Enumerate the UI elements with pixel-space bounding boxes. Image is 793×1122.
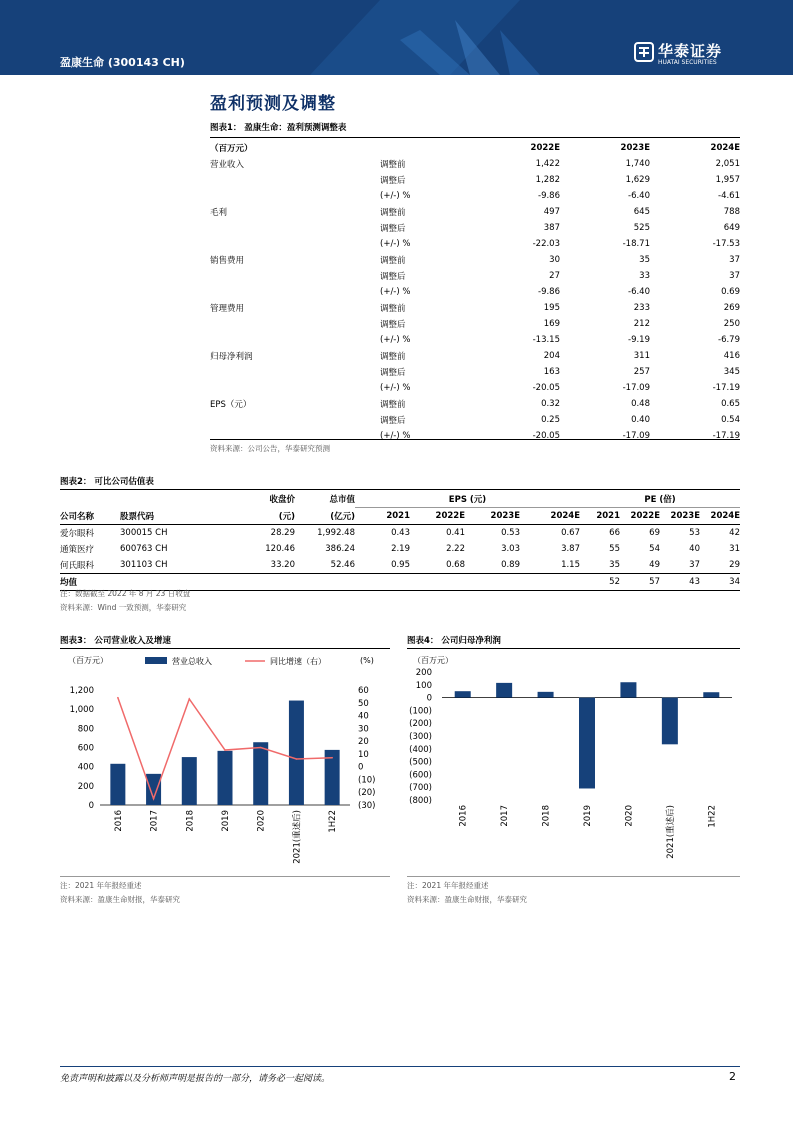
y2-axis-label: (%) xyxy=(360,656,374,665)
net-profit-bar xyxy=(455,691,471,697)
eps-value: 0.89 xyxy=(501,560,520,570)
company-name: 爱尔眼科 xyxy=(60,529,95,539)
y-tick-label: 100 xyxy=(415,680,432,691)
figure2-note: 注：数据截至 2022 年 8 月 23 日收盘 xyxy=(60,589,191,598)
pe-value: 42 xyxy=(729,528,740,538)
item-name xyxy=(210,172,380,188)
table-row xyxy=(210,252,740,268)
value-cell: 345 xyxy=(723,367,740,377)
empty-cell xyxy=(520,574,580,591)
value-cell: 1,740 xyxy=(625,159,650,169)
eps-value: 0.67 xyxy=(561,528,580,538)
figure4-bottom-rule xyxy=(407,876,740,877)
revenue-bar xyxy=(110,764,125,805)
average-pe: 57 xyxy=(649,577,660,587)
net-profit-bar xyxy=(579,698,595,789)
eps-value: 3.03 xyxy=(501,544,520,554)
value-cell: -6.40 xyxy=(628,191,650,201)
figure3-title: 图表3： 公司营业收入及增速 xyxy=(60,636,171,646)
empty-cell xyxy=(410,574,465,591)
eps-value: 0.41 xyxy=(446,528,465,538)
value-cell: 250 xyxy=(723,319,740,329)
year-header: 2022E xyxy=(530,143,560,153)
revenue-growth-chart xyxy=(60,650,390,875)
x-tick-label: 2021(重述后) xyxy=(665,805,676,859)
figure4-note: 注：2021 年年报经重述 xyxy=(407,881,489,890)
y-tick-label: (100) xyxy=(409,706,432,717)
value-cell: -17.09 xyxy=(622,431,650,441)
adjust-label: (+/-) % xyxy=(380,431,411,441)
item-name xyxy=(210,188,380,204)
table-row xyxy=(210,284,740,300)
item-name xyxy=(210,428,380,444)
empty-cell xyxy=(295,574,355,591)
item-name xyxy=(210,332,380,348)
table-row xyxy=(210,236,740,252)
x-tick-label: 2017 xyxy=(149,810,160,832)
value-cell: 163 xyxy=(543,367,560,377)
pe-value: 54 xyxy=(649,544,660,554)
value-cell: 30 xyxy=(549,255,560,265)
header-banner xyxy=(0,0,793,75)
value-cell: 0.54 xyxy=(721,415,740,425)
x-tick-label: 2019 xyxy=(583,805,593,827)
value-cell: -17.19 xyxy=(712,431,740,441)
x-tick-label: 2020 xyxy=(624,805,635,827)
value-cell: 0.65 xyxy=(721,399,740,409)
y2-tick-label: 0 xyxy=(358,762,364,773)
legend-swatch-revenue xyxy=(145,657,167,664)
y-tick-label: (300) xyxy=(409,732,432,742)
y-tick-label: 800 xyxy=(77,724,94,735)
adjust-label: (+/-) % xyxy=(380,191,411,201)
pe-value: 35 xyxy=(609,560,620,570)
adjust-label: 调整后 xyxy=(380,320,406,330)
eps-value: 0.68 xyxy=(446,560,465,570)
value-cell: 1,957 xyxy=(715,175,740,185)
close-price-header: 收盘价 xyxy=(269,495,295,506)
revenue-bar xyxy=(253,742,268,805)
value-cell: -9.86 xyxy=(538,287,560,297)
eps-value: 0.95 xyxy=(391,560,410,570)
y2-tick-label: 50 xyxy=(358,698,369,709)
eps-header: EPS (元) xyxy=(355,491,580,508)
adjust-label: 调整前 xyxy=(380,352,406,362)
value-cell: 269 xyxy=(723,303,740,313)
value-cell: 1,422 xyxy=(535,159,560,169)
eps-year: 2023E xyxy=(490,511,520,521)
x-tick-label: 2018 xyxy=(541,805,552,827)
table-row xyxy=(210,364,740,380)
legend-label-revenue: 营业总收入 xyxy=(172,657,212,666)
value-cell: 0.40 xyxy=(631,415,650,425)
y2-tick-label: 60 xyxy=(358,686,369,696)
market-cap: 52.46 xyxy=(330,560,355,570)
item-name xyxy=(210,316,380,332)
y-tick-label: (200) xyxy=(409,719,432,730)
value-cell: 387 xyxy=(543,223,560,233)
empty-cell xyxy=(200,574,295,591)
figure3-note: 注：2021 年年报经重述 xyxy=(60,881,142,890)
growth-point xyxy=(331,757,333,759)
close-price: 33.20 xyxy=(270,560,295,570)
item-name xyxy=(210,220,380,236)
table-row xyxy=(210,220,740,236)
table-row xyxy=(210,300,740,316)
item-name: EPS（元） xyxy=(210,400,252,410)
item-name xyxy=(210,284,380,300)
eps-value: 2.19 xyxy=(391,544,410,554)
footer-rule xyxy=(60,1066,740,1067)
revenue-bar xyxy=(218,751,233,805)
pe-value: 31 xyxy=(729,544,740,554)
revenue-bar xyxy=(289,701,304,805)
y2-tick-label: (20) xyxy=(358,788,376,799)
x-tick-label: 2017 xyxy=(500,805,511,827)
revenue-bar xyxy=(182,757,197,805)
value-cell: -9.86 xyxy=(538,191,560,201)
figure3-source: 资料来源：盈康生命财报，华泰研究 xyxy=(60,895,180,904)
item-name: 销售费用 xyxy=(210,256,245,266)
growth-point xyxy=(117,697,119,699)
value-cell: -17.19 xyxy=(712,383,740,393)
y-tick-label: (600) xyxy=(409,770,432,781)
y-tick-label: 1,000 xyxy=(69,705,94,716)
adjust-label: 调整后 xyxy=(380,224,406,234)
adjust-label: 调整前 xyxy=(380,160,406,170)
pe-value: 69 xyxy=(649,528,660,538)
eps-value: 3.87 xyxy=(561,544,580,554)
pe-value: 55 xyxy=(609,544,620,554)
pe-value: 37 xyxy=(689,560,700,570)
y-tick-label: 1,200 xyxy=(69,686,94,696)
value-cell: 0.25 xyxy=(541,415,560,425)
table-header-row xyxy=(210,140,740,156)
eps-year: 2021 xyxy=(386,511,410,521)
pe-value: 66 xyxy=(609,528,620,538)
y-tick-label: 0 xyxy=(88,801,94,811)
net-profit-chart xyxy=(407,650,740,875)
pe-value: 29 xyxy=(729,560,740,570)
adjust-label: 调整前 xyxy=(380,256,406,266)
y-axis-label: （百万元） xyxy=(68,656,108,665)
average-pe: 34 xyxy=(729,577,740,587)
y-axis-label: （百万元） xyxy=(413,656,453,665)
adjust-label: 调整后 xyxy=(380,416,406,426)
x-tick-label: 2016 xyxy=(458,805,469,827)
adjust-label: 调整后 xyxy=(380,176,406,186)
y-tick-label: (800) xyxy=(409,796,432,806)
adjust-label: 调整后 xyxy=(380,272,406,282)
eps-value: 2.22 xyxy=(446,544,465,554)
year-header: 2024E xyxy=(710,143,740,153)
y-tick-label: 200 xyxy=(415,668,432,678)
y2-tick-label: (10) xyxy=(358,775,376,786)
company-name: 通策医疗 xyxy=(60,545,95,555)
pe-value: 53 xyxy=(689,528,700,538)
pe-value: 49 xyxy=(649,560,660,570)
value-cell: 497 xyxy=(543,207,560,217)
empty-cell xyxy=(465,574,520,591)
table-row xyxy=(210,396,740,412)
adjust-label: 调整前 xyxy=(380,304,406,314)
value-cell: 233 xyxy=(633,303,650,313)
growth-point xyxy=(224,749,226,751)
figure1-source: 资料来源：公司公告，华泰研究预测 xyxy=(210,444,330,453)
adjust-label: (+/-) % xyxy=(380,383,411,393)
eps-value: 0.53 xyxy=(501,528,520,538)
pe-year: 2022E xyxy=(630,511,660,521)
unit-label: （百万元） xyxy=(210,144,253,154)
stock-code: 600763 CH xyxy=(120,544,168,554)
value-cell: -20.05 xyxy=(532,383,560,393)
eps-value: 1.15 xyxy=(561,560,580,570)
growth-point xyxy=(188,698,190,700)
figure4-title: 图表4： 公司归母净利润 xyxy=(407,636,501,646)
adjust-label: 调整后 xyxy=(380,368,406,378)
stock-code: 300015 CH xyxy=(120,528,168,538)
net-profit-bar xyxy=(538,692,554,698)
item-name xyxy=(210,364,380,380)
table-row xyxy=(210,172,740,188)
net-profit-bar xyxy=(620,682,636,697)
company-name-header: 公司名称 xyxy=(60,511,95,522)
figure2-source: 资料来源：Wind 一致预测，华泰研究 xyxy=(60,603,187,612)
logo-mark-icon xyxy=(634,42,654,62)
value-cell: 27 xyxy=(549,271,560,281)
item-name xyxy=(210,268,380,284)
close-price: 120.46 xyxy=(265,544,295,554)
page-number: 2 xyxy=(729,1070,736,1083)
net-profit-bar xyxy=(662,698,678,745)
x-tick-label: 2021(重述后) xyxy=(292,810,303,864)
logo-cn: 华泰证券 xyxy=(658,42,723,60)
y-tick-label: 0 xyxy=(426,693,432,704)
x-tick-label: 2020 xyxy=(256,810,267,832)
value-cell: 37 xyxy=(729,255,740,265)
table-row xyxy=(210,332,740,348)
stock-code-header: 股票代码 xyxy=(120,511,155,522)
value-cell: 0.48 xyxy=(631,399,650,409)
value-cell: 204 xyxy=(543,351,560,361)
value-cell: 788 xyxy=(723,207,740,217)
item-name: 管理费用 xyxy=(210,304,245,314)
adjust-label: (+/-) % xyxy=(380,287,411,297)
empty-cell xyxy=(355,574,410,591)
eps-value: 0.43 xyxy=(391,528,410,538)
figure2-title: 图表2： 可比公司估值表 xyxy=(60,477,154,487)
value-cell: 0.69 xyxy=(721,287,740,297)
value-cell: 525 xyxy=(633,223,650,233)
y-tick-label: 600 xyxy=(77,743,94,754)
item-name: 归母净利润 xyxy=(210,352,253,362)
eps-year: 2024E xyxy=(550,511,580,521)
table-row xyxy=(210,188,740,204)
value-cell: 195 xyxy=(543,303,560,313)
net-profit-bar xyxy=(703,692,719,697)
value-cell: -13.15 xyxy=(532,335,560,345)
value-cell: 416 xyxy=(723,351,740,361)
table-row xyxy=(60,541,740,557)
table-row xyxy=(60,525,740,542)
y2-tick-label: 10 xyxy=(358,749,369,760)
figure1-title: 图表1： 盈康生命：盈利预测调整表 xyxy=(210,123,347,133)
average-label: 均值 xyxy=(60,578,78,588)
growth-point xyxy=(153,798,155,800)
x-tick-label: 2018 xyxy=(185,810,196,832)
value-cell: 311 xyxy=(633,351,650,361)
adjust-label: 调整前 xyxy=(380,208,406,218)
figure4-top-rule xyxy=(407,648,740,649)
value-cell: 212 xyxy=(633,319,650,329)
x-tick-label: 1H22 xyxy=(707,805,718,828)
table-row xyxy=(210,156,740,172)
y2-tick-label: 40 xyxy=(358,711,369,722)
market-cap-unit: (亿元) xyxy=(330,511,355,522)
market-cap: 386.24 xyxy=(325,544,355,554)
figure1-bottom-rule xyxy=(210,439,740,440)
value-cell: 257 xyxy=(633,367,650,377)
eps-year: 2022E xyxy=(435,511,465,521)
value-cell: -17.53 xyxy=(712,239,740,249)
figure3-top-rule xyxy=(60,648,390,649)
value-cell: -17.09 xyxy=(622,383,650,393)
value-cell: 0.32 xyxy=(541,399,560,409)
value-cell: 169 xyxy=(543,319,560,329)
y-tick-label: 200 xyxy=(77,781,94,792)
growth-point xyxy=(260,747,262,749)
year-header: 2023E xyxy=(620,143,650,153)
pe-header: PE (倍) xyxy=(580,491,740,508)
value-cell: -22.03 xyxy=(532,239,560,249)
close-price-unit: (元) xyxy=(278,511,295,522)
value-cell: 645 xyxy=(633,207,650,217)
y2-tick-label: 20 xyxy=(358,737,369,748)
adjust-label: (+/-) % xyxy=(380,335,411,345)
value-cell: -4.61 xyxy=(718,191,740,201)
y-tick-label: (500) xyxy=(409,757,432,768)
value-cell: 33 xyxy=(639,271,650,281)
figure4-source: 资料来源：盈康生命财报，华泰研究 xyxy=(407,895,527,904)
net-profit-bar xyxy=(496,683,512,698)
logo-en: HUATAI SECURITIES xyxy=(658,59,717,66)
pe-year: 2024E xyxy=(710,511,740,521)
value-cell: -6.79 xyxy=(718,335,740,345)
value-cell: 2,051 xyxy=(715,159,740,169)
average-pe: 43 xyxy=(689,577,700,587)
item-name: 营业收入 xyxy=(210,160,245,170)
value-cell: 37 xyxy=(729,271,740,281)
value-cell: 35 xyxy=(639,255,650,265)
y-tick-label: (700) xyxy=(409,783,432,794)
average-pe: 52 xyxy=(609,577,620,587)
table-row xyxy=(60,557,740,574)
close-price: 28.29 xyxy=(270,528,295,538)
pe-year: 2021 xyxy=(596,511,620,521)
value-cell: -20.05 xyxy=(532,431,560,441)
figure1-top-rule xyxy=(210,137,740,138)
value-cell: -9.19 xyxy=(628,335,650,345)
market-cap: 1,992.48 xyxy=(317,528,355,538)
figure3-bottom-rule xyxy=(60,876,390,877)
stock-code: 301103 CH xyxy=(120,560,168,570)
table-row xyxy=(210,348,740,364)
table-row xyxy=(210,316,740,332)
y2-tick-label: 30 xyxy=(358,724,369,735)
peer-valuation-table xyxy=(60,491,740,591)
item-name: 毛利 xyxy=(210,208,228,218)
table-row xyxy=(210,268,740,284)
figure2-top-rule xyxy=(60,489,740,490)
value-cell: 1,629 xyxy=(625,175,650,185)
company-code: 盈康生命 (300143 CH) xyxy=(60,56,185,69)
market-cap-header: 总市值 xyxy=(329,495,355,506)
disclaimer: 免责声明和披露以及分析师声明是报告的一部分，请务必一起阅读。 xyxy=(60,1074,331,1084)
forecast-adjustment-table xyxy=(210,140,740,444)
table-row xyxy=(210,412,740,428)
table-row xyxy=(210,428,740,444)
y2-tick-label: (30) xyxy=(358,801,376,811)
legend-label-growth: 同比增速（右） xyxy=(270,657,326,666)
growth-point xyxy=(296,758,298,760)
x-tick-label: 2019 xyxy=(221,810,231,832)
pe-value: 40 xyxy=(689,544,700,554)
value-cell: 649 xyxy=(723,223,740,233)
section-title: 盈利预测及调整 xyxy=(210,94,336,114)
x-tick-label: 2016 xyxy=(113,810,124,832)
value-cell: -18.71 xyxy=(622,239,650,249)
adjust-label: 调整前 xyxy=(380,400,406,410)
y-tick-label: (400) xyxy=(409,744,432,755)
adjust-label: (+/-) % xyxy=(380,239,411,249)
table-row xyxy=(210,204,740,220)
value-cell: -6.40 xyxy=(628,287,650,297)
table-header-row xyxy=(60,491,740,508)
value-cell: 1,282 xyxy=(535,175,560,185)
item-name xyxy=(210,380,380,396)
company-name: 何氏眼科 xyxy=(60,561,95,571)
y-tick-label: 400 xyxy=(77,762,94,773)
table-header-row xyxy=(60,508,740,525)
item-name xyxy=(210,236,380,252)
x-tick-label: 1H22 xyxy=(328,810,339,833)
pe-year: 2023E xyxy=(670,511,700,521)
item-name xyxy=(210,412,380,428)
table-row xyxy=(210,380,740,396)
